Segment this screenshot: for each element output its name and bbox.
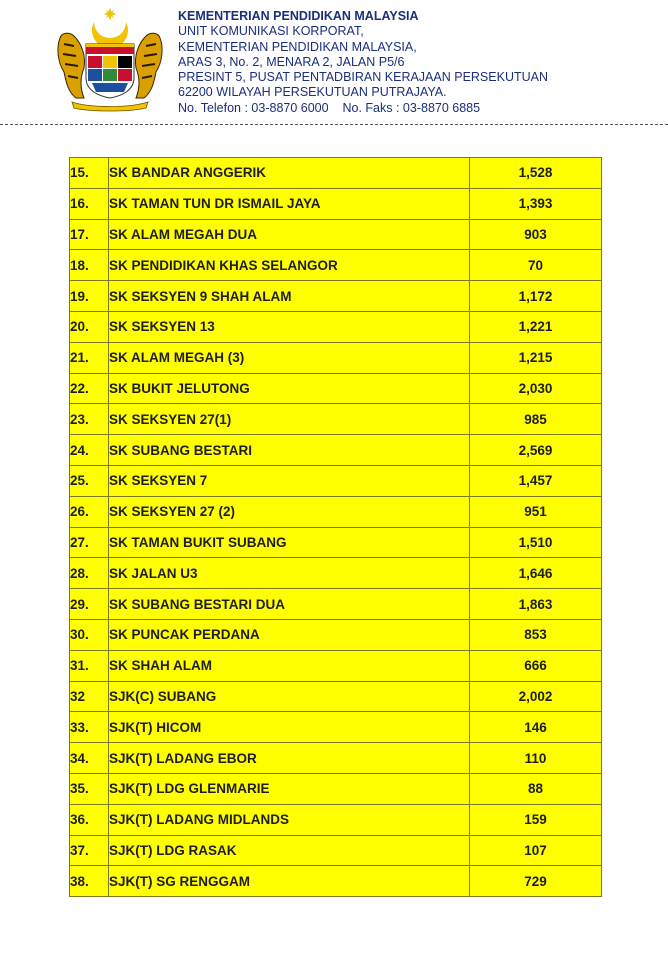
row-number: 21. [70, 342, 109, 373]
school-value: 1,221 [470, 311, 602, 342]
school-value: 110 [470, 743, 602, 774]
school-name: SJK(T) LDG GLENMARIE [109, 773, 470, 804]
schools-table-body [70, 158, 602, 897]
school-name: SK SEKSYEN 27 (2) [109, 496, 470, 527]
row-number: 28. [70, 558, 109, 589]
row-number: 23. [70, 404, 109, 435]
row-number: 27. [70, 527, 109, 558]
school-name: SK SEKSYEN 27(1) [109, 404, 470, 435]
row-number: 15. [70, 158, 109, 189]
school-name: SK JALAN U3 [109, 558, 470, 589]
row-number: 25. [70, 465, 109, 496]
school-name: SK BANDAR ANGGERIK [109, 158, 470, 189]
school-value: 1,215 [470, 342, 602, 373]
school-name: SK SEKSYEN 9 SHAH ALAM [109, 281, 470, 312]
school-value: 1,863 [470, 589, 602, 620]
school-name: SK TAMAN TUN DR ISMAIL JAYA [109, 188, 470, 219]
school-value: 903 [470, 219, 602, 250]
school-value: 70 [470, 250, 602, 281]
table-row [70, 835, 602, 866]
row-number: 34. [70, 743, 109, 774]
school-name: SK SUBANG BESTARI [109, 435, 470, 466]
school-value: 985 [470, 404, 602, 435]
table-row [70, 404, 602, 435]
address-line: 62200 WILAYAH PERSEKUTUAN PUTRAJAYA. [178, 85, 447, 100]
table-row [70, 465, 602, 496]
row-number: 32 [70, 681, 109, 712]
school-name: SK PUNCAK PERDANA [109, 619, 470, 650]
table-row [70, 712, 602, 743]
table-row [70, 619, 602, 650]
school-name: SK SHAH ALAM [109, 650, 470, 681]
row-number: 35. [70, 773, 109, 804]
row-number: 38. [70, 866, 109, 897]
table-row [70, 773, 602, 804]
row-number: 17. [70, 219, 109, 250]
address-line: ARAS 3, No. 2, MENARA 2, JALAN P5/6 [178, 54, 405, 69]
table-row [70, 188, 602, 219]
school-value: 2,030 [470, 373, 602, 404]
row-number: 22. [70, 373, 109, 404]
school-name: SJK(T) HICOM [109, 712, 470, 743]
address-line: PRESINT 5, PUSAT PENTADBIRAN KERAJAAN PERSEKUTUAN [178, 70, 548, 85]
school-name: SK PENDIDIKAN KHAS SELANGOR [109, 250, 470, 281]
school-name: SK ALAM MEGAH (3) [109, 342, 470, 373]
school-value: 729 [470, 866, 602, 897]
table-row [70, 311, 602, 342]
school-value: 1,528 [470, 158, 602, 189]
letterhead-address [178, 9, 548, 116]
row-number: 18. [70, 250, 109, 281]
schools-table [69, 157, 602, 897]
letterhead [0, 0, 668, 126]
malaysia-coat-of-arms-icon [50, 8, 170, 112]
row-number: 19. [70, 281, 109, 312]
school-name: SJK(T) LDG RASAK [109, 835, 470, 866]
row-number: 24. [70, 435, 109, 466]
row-number: 26. [70, 496, 109, 527]
row-number: 16. [70, 188, 109, 219]
table-row [70, 866, 602, 897]
school-value: 1,510 [470, 527, 602, 558]
table-row [70, 804, 602, 835]
row-number: 20. [70, 311, 109, 342]
school-name: SK ALAM MEGAH DUA [109, 219, 470, 250]
fax-number: No. Faks : 03-8870 6885 [342, 100, 481, 115]
row-number: 33. [70, 712, 109, 743]
address-line: UNIT KOMUNIKASI KORPORAT, [178, 24, 364, 39]
school-value: 853 [470, 619, 602, 650]
table-row [70, 650, 602, 681]
school-name: SJK(C) SUBANG [109, 681, 470, 712]
school-value: 2,002 [470, 681, 602, 712]
row-number: 30. [70, 619, 109, 650]
school-name: SJK(T) SG RENGGAM [109, 866, 470, 897]
address-line: KEMENTERIAN PENDIDIKAN MALAYSIA, [178, 39, 417, 54]
school-name: SJK(T) LADANG EBOR [109, 743, 470, 774]
table-row [70, 435, 602, 466]
school-name: SK SUBANG BESTARI DUA [109, 589, 470, 620]
table-row [70, 743, 602, 774]
table-row [70, 496, 602, 527]
row-number: 29. [70, 589, 109, 620]
table-row [70, 558, 602, 589]
school-name: SK SEKSYEN 7 [109, 465, 470, 496]
school-name: SK BUKIT JELUTONG [109, 373, 470, 404]
ministry-name: KEMENTERIAN PENDIDIKAN MALAYSIA [178, 9, 419, 23]
school-name: SK SEKSYEN 13 [109, 311, 470, 342]
phone-number: No. Telefon : 03-8870 6000 [178, 100, 329, 115]
school-value: 146 [470, 712, 602, 743]
table-row [70, 250, 602, 281]
school-name: SK TAMAN BUKIT SUBANG [109, 527, 470, 558]
table-row [70, 219, 602, 250]
school-value: 1,393 [470, 188, 602, 219]
table-row [70, 281, 602, 312]
school-value: 107 [470, 835, 602, 866]
table-row [70, 589, 602, 620]
school-value: 1,646 [470, 558, 602, 589]
row-number: 37. [70, 835, 109, 866]
school-value: 88 [470, 773, 602, 804]
school-name: SJK(T) LADANG MIDLANDS [109, 804, 470, 835]
table-row [70, 373, 602, 404]
school-value: 951 [470, 496, 602, 527]
school-value: 1,172 [470, 281, 602, 312]
school-value: 159 [470, 804, 602, 835]
table-row [70, 158, 602, 189]
table-row [70, 681, 602, 712]
school-value: 666 [470, 650, 602, 681]
letterhead-divider [0, 124, 668, 125]
row-number: 36. [70, 804, 109, 835]
table-row [70, 527, 602, 558]
school-value: 1,457 [470, 465, 602, 496]
row-number: 31. [70, 650, 109, 681]
school-value: 2,569 [470, 435, 602, 466]
contact-line [178, 101, 548, 116]
table-row [70, 342, 602, 373]
